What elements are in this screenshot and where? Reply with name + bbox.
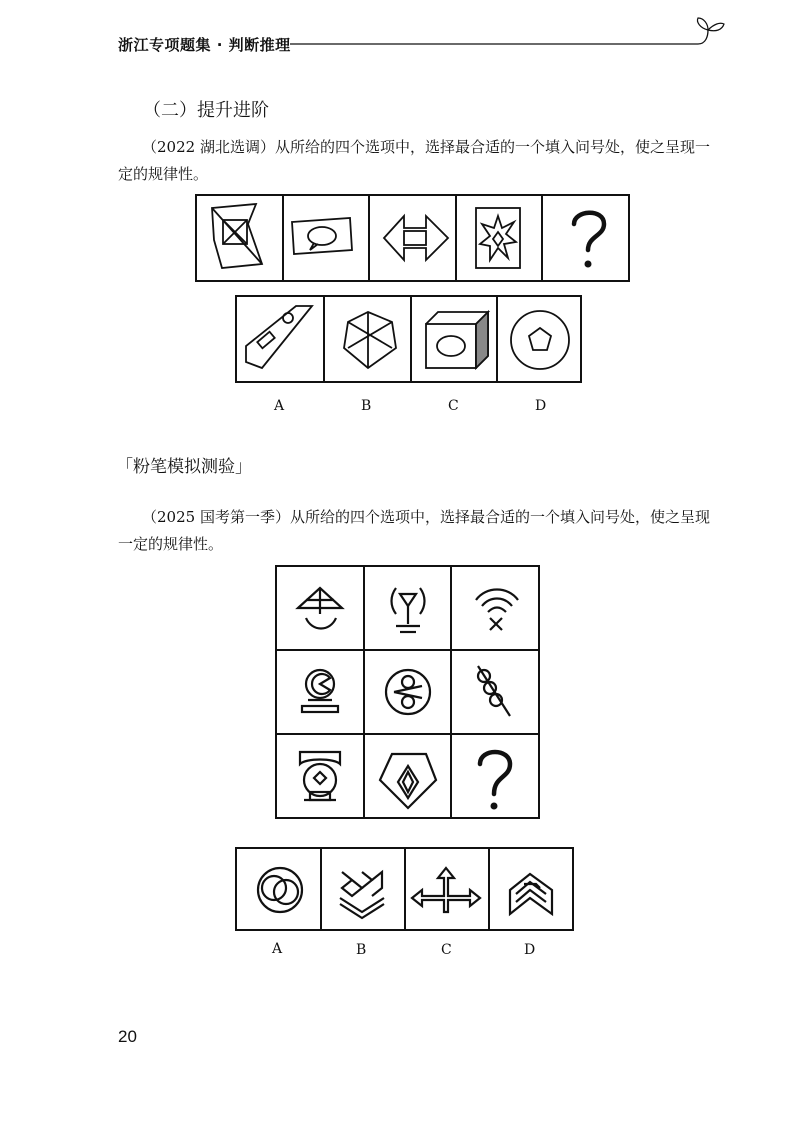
q1-option-d-label: D bbox=[535, 398, 547, 414]
q2-cell-8 bbox=[380, 754, 436, 808]
q2-option-c-label: C bbox=[441, 942, 452, 958]
q2-cell-3 bbox=[476, 590, 518, 631]
header-title: 浙江专项题集 · 判断推理 bbox=[118, 36, 291, 54]
simulation-test-title: 「粉笔模拟测验」 bbox=[116, 457, 252, 477]
q2-option-a-figure bbox=[258, 868, 302, 912]
q2-option-b-label: B bbox=[356, 942, 367, 958]
q1-option-c-label: C bbox=[448, 398, 459, 414]
q2-option-d-figure bbox=[510, 874, 552, 914]
q2-cell-1 bbox=[298, 588, 342, 629]
q2-option-b-figure bbox=[340, 872, 384, 918]
q1-option-a-label: A bbox=[274, 398, 285, 414]
q2-cell-7 bbox=[300, 752, 340, 800]
question-2-text: （2025 国考第一季）从所给的四个选项中，选择最合适的一个填入问号处，使之呈现一定的规律性。 bbox=[118, 508, 710, 553]
q2-option-a-label: A bbox=[272, 941, 283, 957]
q2-question-mark bbox=[480, 752, 510, 794]
question-1-text: （2022 湖北选调）从所给的四个选项中，选择最合适的一个填入问号处，使之呈现一定的规律性。 bbox=[118, 138, 710, 183]
q2-cell-5 bbox=[386, 670, 430, 714]
section-title: （二）提升进阶 bbox=[143, 100, 269, 121]
q2-option-d-label: D bbox=[524, 942, 536, 958]
page-number: 20 bbox=[118, 1027, 137, 1046]
q2-option-c-figure bbox=[412, 868, 480, 912]
q2-cell-6 bbox=[478, 666, 510, 716]
q1-option-b-label: B bbox=[361, 398, 372, 414]
q2-cell-4 bbox=[302, 670, 338, 712]
q2-cell-2 bbox=[392, 588, 425, 632]
